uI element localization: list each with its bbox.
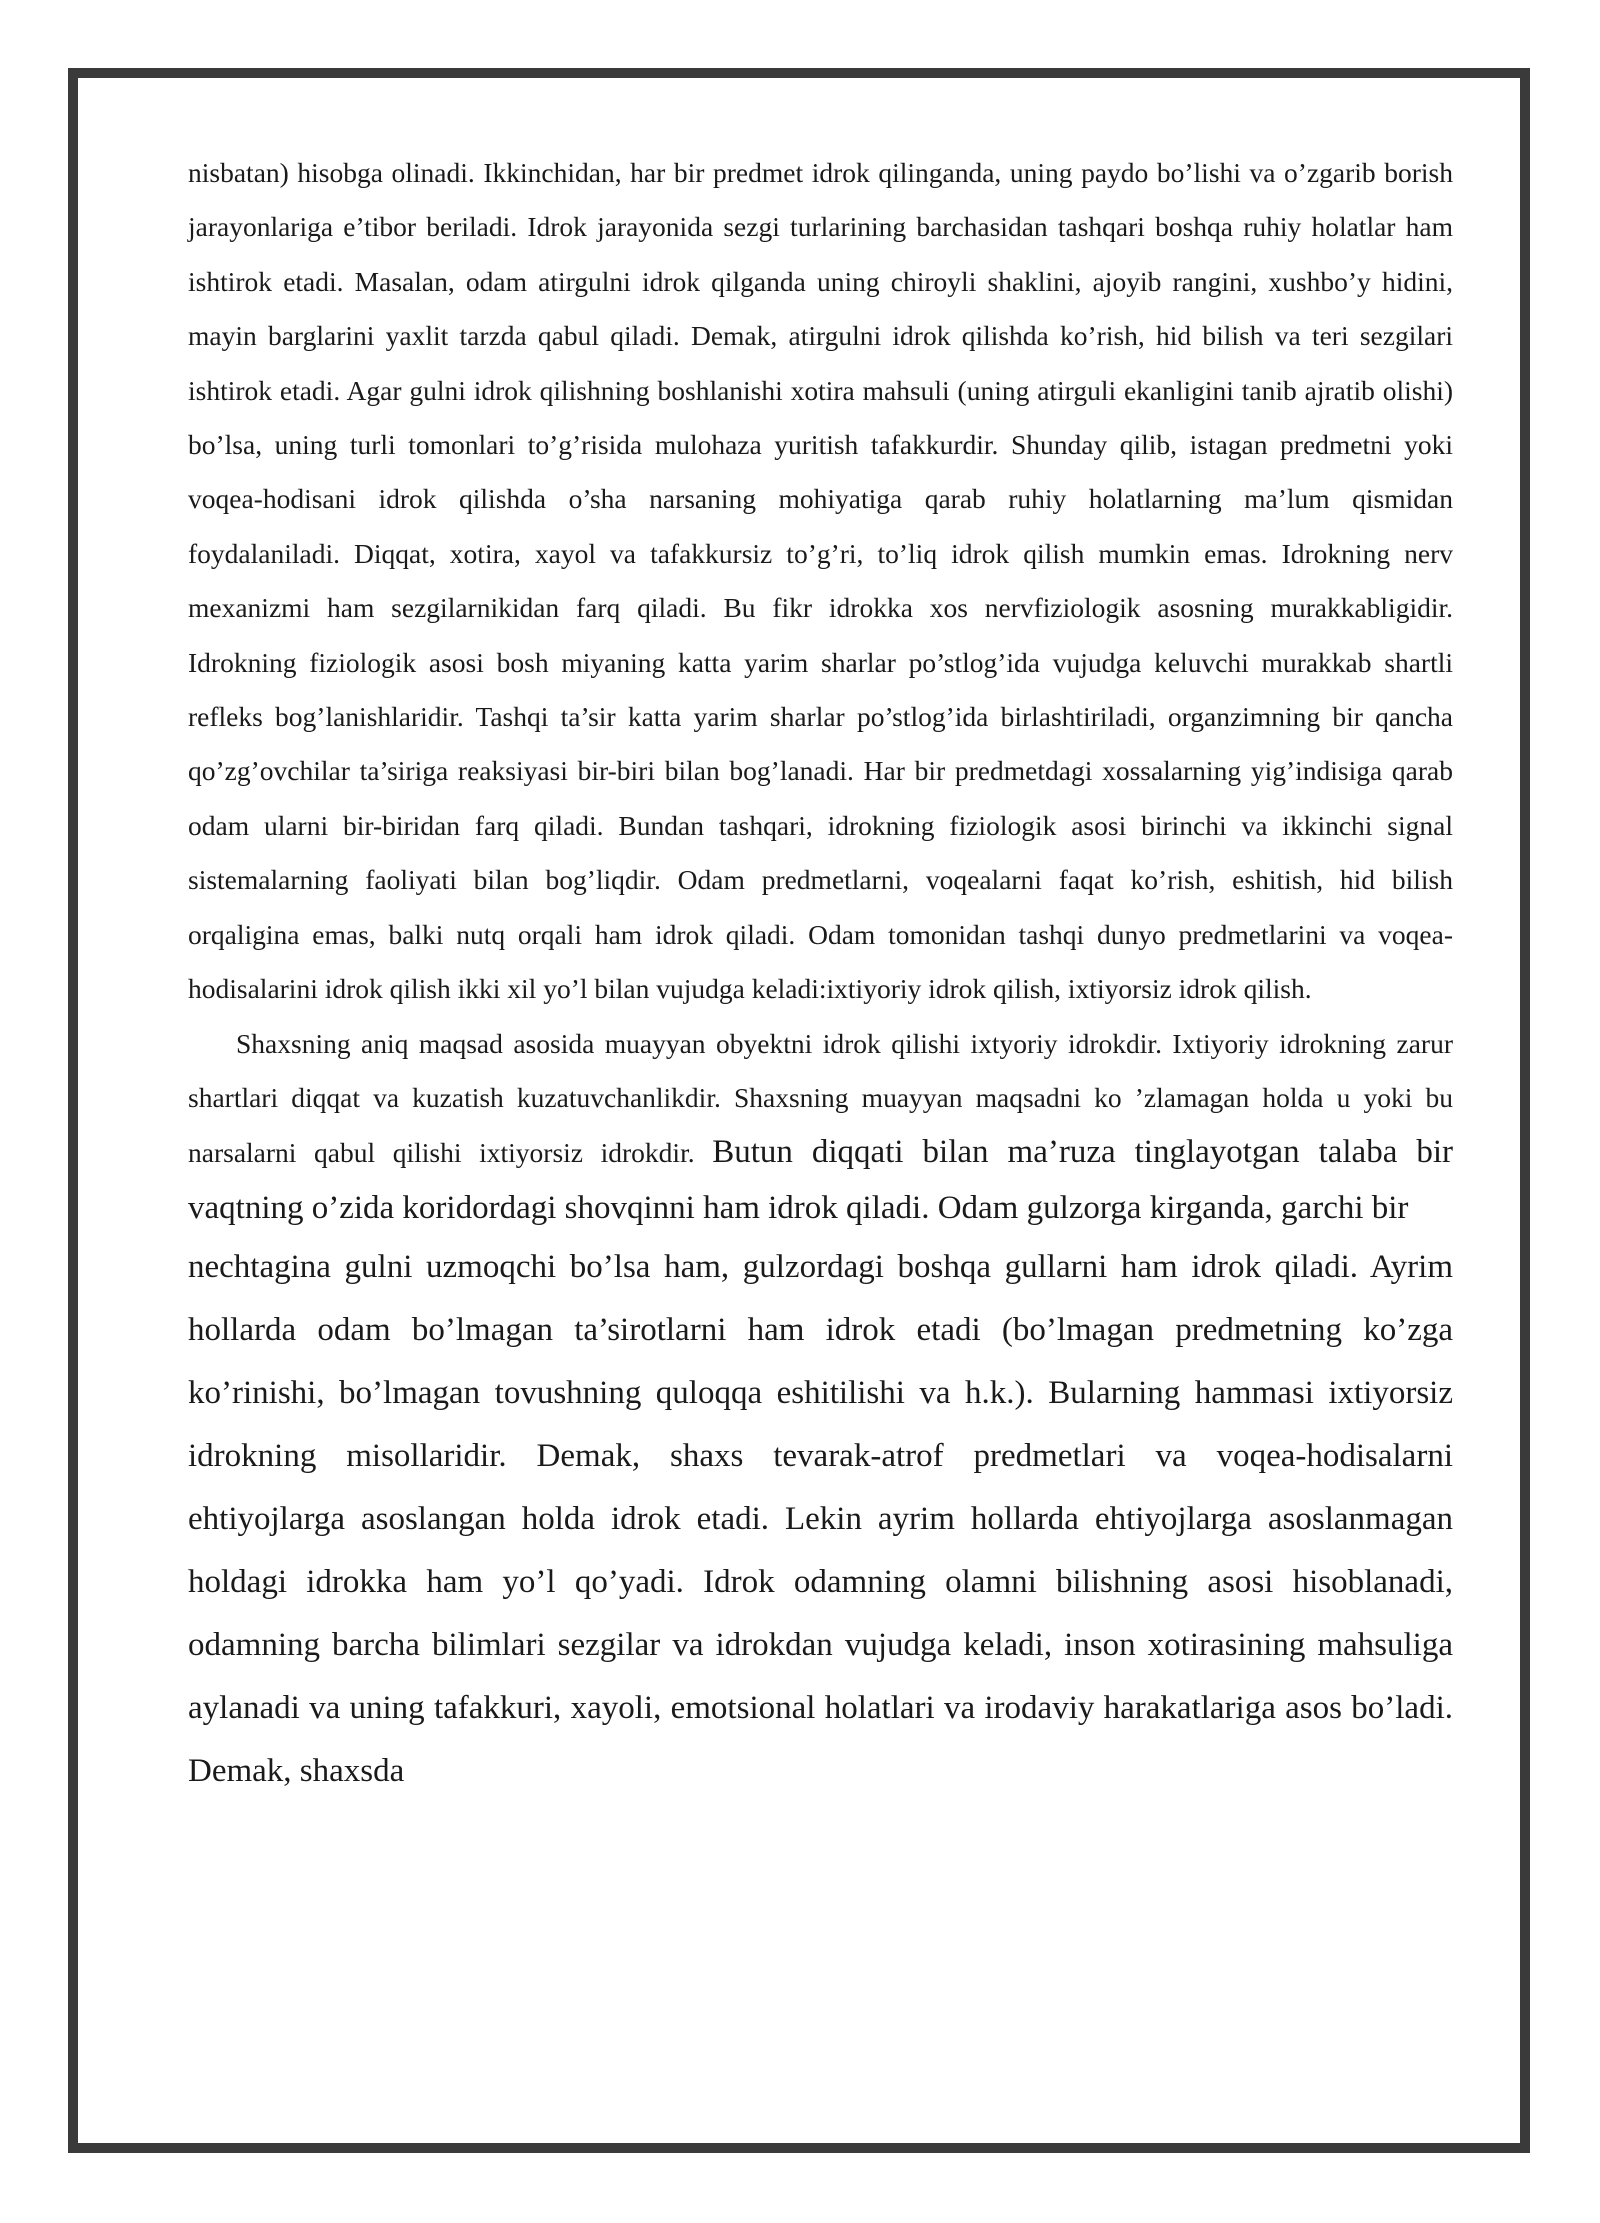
paragraph-2-large-text: Butun diqqati bilan ma’ruza tinglayotgan talaba bir vaqtning o’zida koridordagi shovqinni ham idrok qiladi. Odam gulzorga kirganda, garchi bir xyxy=(188,1134,1453,1226)
paragraph-2 xyxy=(188,1017,1453,1237)
paragraph-1: nisbatan) hisobga olinadi. Ikkinchidan, har bir predmet idrok qilinganda, uning paydo bo’lishi va o’zgarib borish jarayonlariga e’tibor beriladi. Idrok jarayonida sezgi turlarining barchasidan tashqari boshqa ruhiy holatlar ham ishtirok etadi. Masalan, odam atirgulni idrok qilganda uning chiroyli shaklini, ajoyib rangini, xushbo’y hidini, mayin barglarini yaxlit tarzda qabul qiladi. Demak, atirgulni idrok qilishda ko’rish, hid bilish va teri sezgilari ishtirok etadi. Agar gulni idrok qilishning boshlanishi xotira mahsuli (uning atirguli ekanligini tanib ajratib olishi) bo’lsa, uning turli tomonlari to’g’risida mulohaza yuritish tafakkurdir. Shunday qilib, istagan predmetni yoki voqea-hodisani idrok qilishda o’sha narsaning mohiyatiga qarab ruhiy holatlarning ma’lum qismidan foydalaniladi. Diqqat, xotira, xayol va tafakkursiz to’g’ri, to’liq idrok qilish mumkin emas. Idrokning nerv mexanizmi ham sezgilarnikidan farq qiladi. Bu fikr idrokka xos nervfiziologik asosning murakkabligidir. Idrokning fiziologik asosi bosh miyaning katta yarim sharlar po’stlog’ida vujudga keluvchi murakkab shartli refleks bog’lanishlaridir. Tashqi ta’sir katta yarim sharlar po’stlog’ida birlashtiriladi, organzimning bir qancha qo’zg’ovchilar ta’siriga reaksiyasi bir-biri bilan bog’lanadi. Har bir predmetdagi xossalarning yig’indisiga qarab odam ularni bir-biridan farq qiladi. Bundan tashqari, idrokning fiziologik asosi birinchi va ikkinchi signal sistemalarning faoliyati bilan bog’liqdir. Odam predmetlarni, voqealarni faqat ko’rish, eshitish, hid bilish orqaligina emas, balki nutq orqali ham idrok qiladi. Odam tomonidan tashqi dunyo predmetlarini va voqea-hodisalarini idrok qilish ikki xil yo’l bilan vujudga keladi:ixtiyoriy idrok qilish, ixtiyorsiz idrok qilish. xyxy=(188,157,1453,1005)
paragraph-3: nechtagina gulni uzmoqchi bo’lsa ham, gulzordagi boshqa gullarni ham idrok qiladi. Ayrim hollarda odam bo’lmagan ta’sirotlarni ham idrok etadi (bo’lmagan predmetning ko’zga ko’rinishi, bo’lmagan tovushning quloqqa eshitilishi va h.k.). Bularning hammasi ixtiyorsiz idrokning misollaridir. Demak, shaxs tevarak-atrof predmetlari va voqea-hodisalarni ehtiyojlarga asoslangan holda idrok etadi. Lekin ayrim hollarda ehtiyojlarga asoslanmagan holdagi idrokka ham yo’l qo’yadi. Idrok odamning olamni bilishning asosi hisoblanadi, odamning barcha bilimlari sezgilar va idrokdan vujudga keladi, inson xotirasining mahsuliga aylanadi va uning tafakkuri, xayoli, emotsional holatlari va irodaviy harakatlariga asos bo’ladi. Demak, shaxsda xyxy=(188,1249,1453,1790)
paragraph-2-small-text: Shaxsning aniq maqsad asosida muayyan obyektni idrok qilishi ixtyoriy idrokdir. Ixtiyoriy idrokning zarur shartlari diqqat va kuzatish kuzatuvchanlikdir. Shaxsning muayyan maqsadni ko ’zlamagan holda u yoki bu narsalarni qabul qilishi ixtiyorsiz idrokdir. xyxy=(188,1027,1453,1169)
document-body xyxy=(188,146,1453,1803)
